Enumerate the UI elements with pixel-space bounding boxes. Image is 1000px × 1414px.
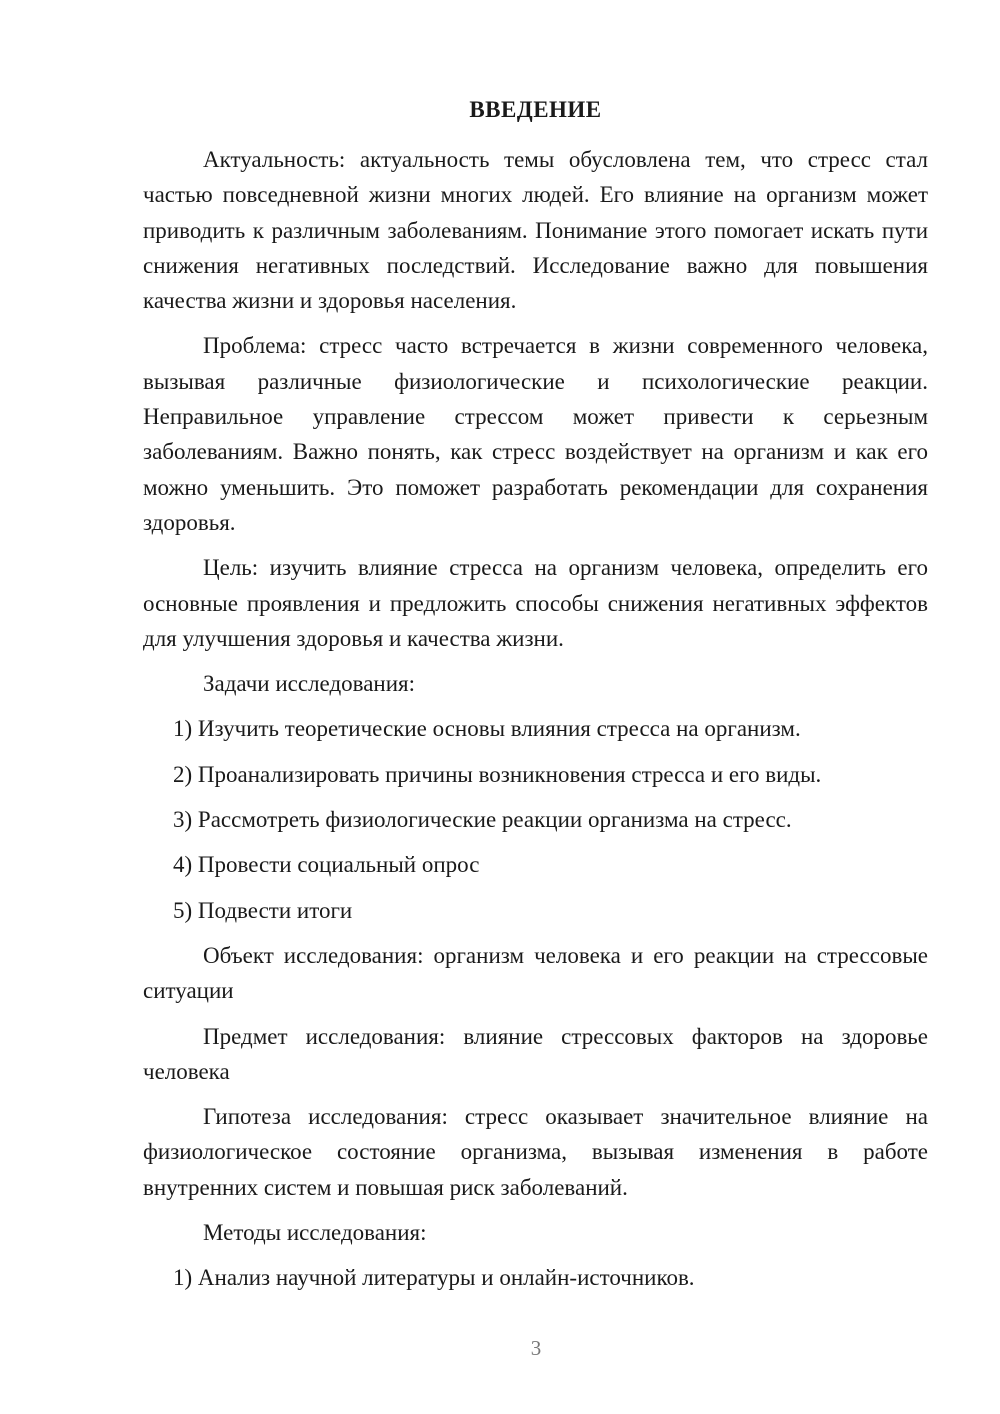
goal-paragraph: Цель: изучить влияние стресса на организм человека, определить его основные проявления и предложить способы снижения негативных эффектов для улучшения здоровья и качества жизни.: [143, 555, 928, 651]
task-item: 2) Проанализировать причины возникновения стресса и его виды.: [173, 761, 822, 787]
task-item: 4) Провести социальный опрос: [173, 852, 480, 878]
relevance-paragraph: Актуальность: актуальность темы обусловлена тем, что стресс стал частью повседневной жизни многих людей. Его влияние на организм может приводить к различным заболеваниям. Понимание этого помогает искать пути снижения негативных последствий. Исследование важно для повышения качества жизни и здоровья населения.: [143, 147, 928, 314]
problem-paragraph: Проблема: стресс часто встречается в жизни современного человека, вызывая различные физиологические и психологические реакции. Неправильное управление стрессом может привести к серьезным заболеваниям. Важно понять, как стресс воздействует на организм и как его можно уменьшить. Это поможет разработать рекомендации для сохранения здоровья.: [143, 333, 928, 535]
task-item: 3) Рассмотреть физиологические реакции организма на стресс.: [173, 807, 792, 833]
document-body: [143, 142, 928, 1306]
object-paragraph: Объект исследования: организм человека и его реакции на стрессовые ситуации: [143, 942, 928, 1004]
method-item: 1) Анализ научной литературы и онлайн-источников.: [173, 1265, 695, 1291]
tasks-title: Задачи исследования:: [203, 671, 416, 697]
page-number: 3: [530, 1336, 542, 1360]
section-heading: ВВЕДЕНИЕ: [469, 97, 602, 122]
task-item: 5) Подвести итоги: [173, 897, 353, 923]
methods-title: Методы исследования:: [203, 1220, 427, 1246]
task-item: 1) Изучить теоретические основы влияния стресса на организм.: [173, 716, 801, 742]
hypothesis-paragraph: Гипотеза исследования: стресс оказывает значительное влияние на физиологическое состояние организма, вызывая изменения в работе внутренних систем и повышая риск заболеваний.: [143, 1104, 928, 1200]
subject-paragraph: Предмет исследования: влияние стрессовых факторов на здоровье человека: [143, 1023, 928, 1084]
